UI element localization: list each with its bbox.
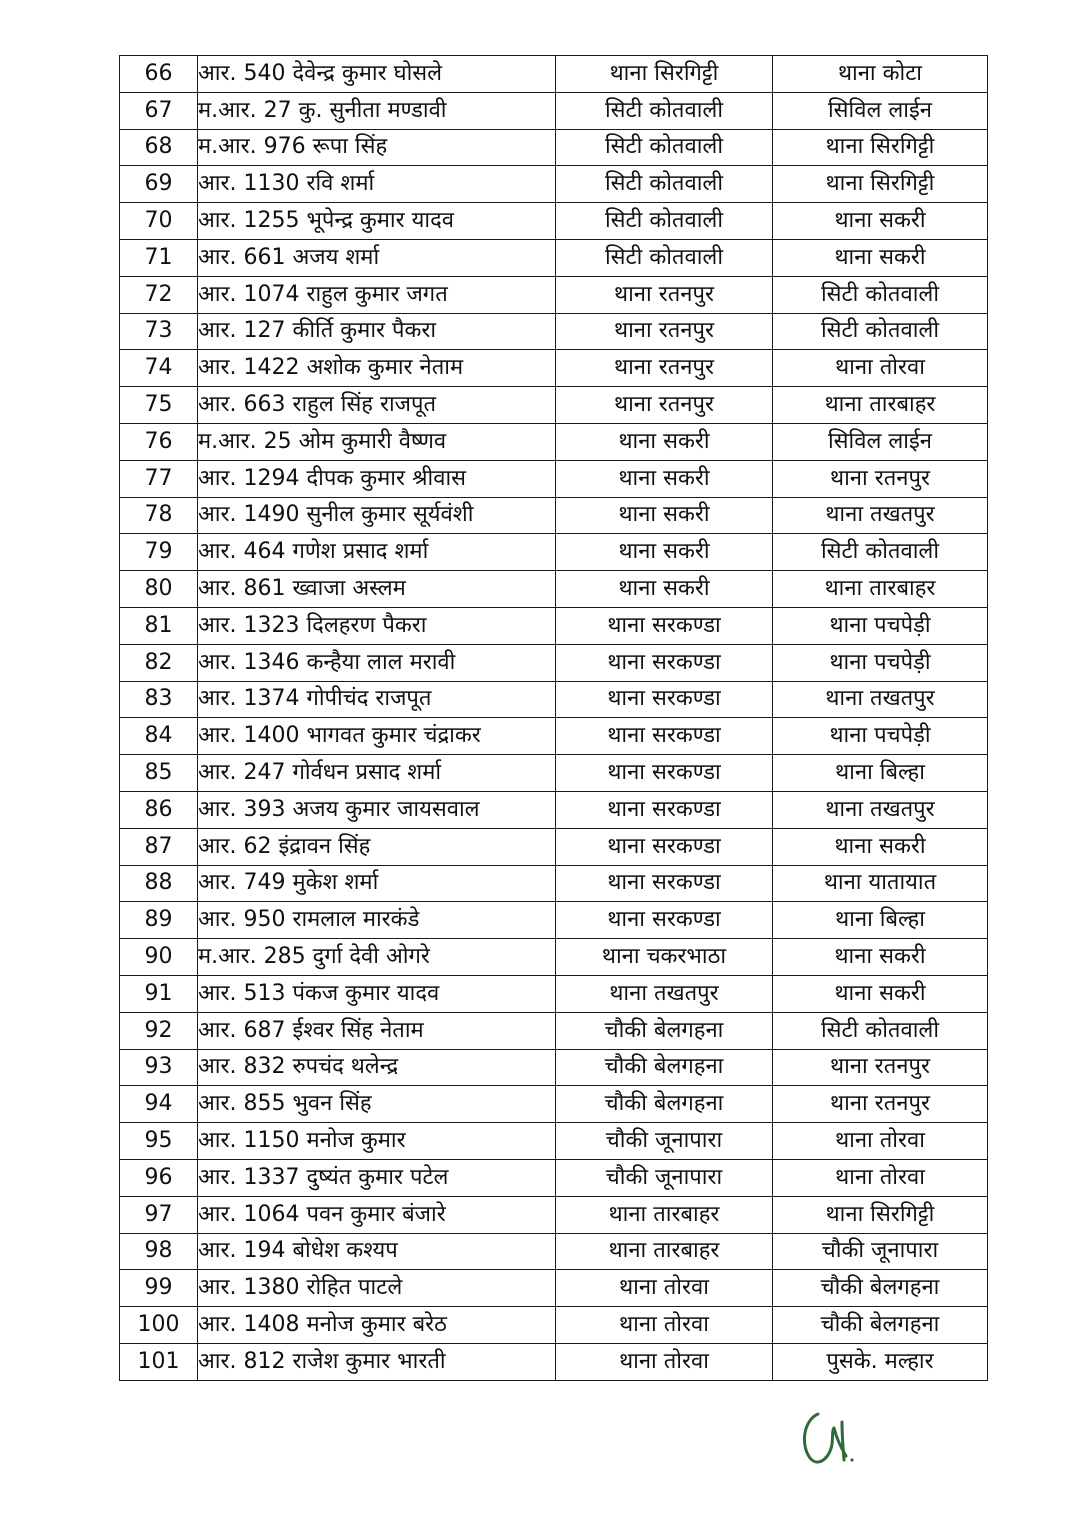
employee-name-cell: आर. 1294 दीपक कुमार श्रीवास (198, 460, 556, 497)
serial-number-cell: 68 (120, 129, 198, 166)
table-row (120, 1086, 988, 1123)
to-station-cell: सिविल लाईन (773, 423, 988, 460)
from-station-cell: थाना सरकण्डा (556, 865, 773, 902)
from-station-cell: सिटी कोतवाली (556, 129, 773, 166)
serial-number-cell: 74 (120, 350, 198, 387)
from-station-cell: चौकी जूनापारा (556, 1159, 773, 1196)
table-row (120, 1123, 988, 1160)
from-station-cell: थाना सरकण्डा (556, 718, 773, 755)
table-row (120, 203, 988, 240)
to-station-cell: सिटी कोतवाली (773, 276, 988, 313)
from-station-cell: थाना सकरी (556, 497, 773, 534)
serial-number-cell: 92 (120, 1012, 198, 1049)
serial-number-cell: 84 (120, 718, 198, 755)
to-station-cell: सिटी कोतवाली (773, 313, 988, 350)
serial-number-cell: 78 (120, 497, 198, 534)
serial-number-cell: 88 (120, 865, 198, 902)
employee-name-cell: आर. 1064 पवन कुमार बंजारे (198, 1196, 556, 1233)
table-row (120, 607, 988, 644)
to-station-cell: थाना तोरवा (773, 350, 988, 387)
from-station-cell: सिटी कोतवाली (556, 166, 773, 203)
to-station-cell: थाना यातायात (773, 865, 988, 902)
serial-number-cell: 69 (120, 166, 198, 203)
to-station-cell: थाना तारबाहर (773, 571, 988, 608)
to-station-cell: थाना सकरी (773, 939, 988, 976)
to-station-cell: सिटी कोतवाली (773, 534, 988, 571)
table-row (120, 1159, 988, 1196)
table-row (120, 423, 988, 460)
serial-number-cell: 79 (120, 534, 198, 571)
employee-name-cell: आर. 1337 दुष्यंत कुमार पटेल (198, 1159, 556, 1196)
serial-number-cell: 73 (120, 313, 198, 350)
employee-name-cell: आर. 1074 राहुल कुमार जगत (198, 276, 556, 313)
employee-name-cell: आर. 1422 अशोक कुमार नेताम (198, 350, 556, 387)
serial-number-cell: 97 (120, 1196, 198, 1233)
serial-number-cell: 85 (120, 755, 198, 792)
transfer-table-body (120, 56, 988, 1381)
from-station-cell: थाना सरकण्डा (556, 681, 773, 718)
from-station-cell: थाना रतनपुर (556, 276, 773, 313)
employee-name-cell: आर. 661 अजय शर्मा (198, 239, 556, 276)
employee-name-cell: म.आर. 25 ओम कुमारी वैष्णव (198, 423, 556, 460)
table-row (120, 939, 988, 976)
employee-name-cell: म.आर. 27 कु. सुनीता मण्डावी (198, 92, 556, 129)
to-station-cell: थाना पचपेड़ी (773, 607, 988, 644)
serial-number-cell: 83 (120, 681, 198, 718)
to-station-cell: थाना सकरी (773, 828, 988, 865)
to-station-cell: थाना तखतपुर (773, 791, 988, 828)
serial-number-cell: 90 (120, 939, 198, 976)
from-station-cell: थाना तोरवा (556, 1307, 773, 1344)
table-row (120, 975, 988, 1012)
serial-number-cell: 70 (120, 203, 198, 240)
table-row (120, 56, 988, 93)
employee-name-cell: आर. 247 गोर्वधन प्रसाद शर्मा (198, 755, 556, 792)
from-station-cell: थाना सकरी (556, 460, 773, 497)
serial-number-cell: 86 (120, 791, 198, 828)
table-row (120, 497, 988, 534)
employee-name-cell: आर. 513 पंकज कुमार यादव (198, 975, 556, 1012)
from-station-cell: थाना सकरी (556, 571, 773, 608)
employee-name-cell: आर. 464 गणेश प्रसाद शर्मा (198, 534, 556, 571)
to-station-cell: थाना बिल्हा (773, 902, 988, 939)
to-station-cell: चौकी बेलगहना (773, 1270, 988, 1307)
from-station-cell: चौकी बेलगहना (556, 1012, 773, 1049)
from-station-cell: थाना तारबाहर (556, 1196, 773, 1233)
to-station-cell: थाना तखतपुर (773, 681, 988, 718)
employee-name-cell: आर. 1400 भागवत कुमार चंद्राकर (198, 718, 556, 755)
to-station-cell: थाना बिल्हा (773, 755, 988, 792)
employee-name-cell: आर. 1380 रोहित पाटले (198, 1270, 556, 1307)
serial-number-cell: 67 (120, 92, 198, 129)
to-station-cell: सिटी कोतवाली (773, 1012, 988, 1049)
serial-number-cell: 87 (120, 828, 198, 865)
table-row (120, 350, 988, 387)
serial-number-cell: 94 (120, 1086, 198, 1123)
serial-number-cell: 100 (120, 1307, 198, 1344)
serial-number-cell: 99 (120, 1270, 198, 1307)
table-row (120, 1196, 988, 1233)
table-row (120, 1270, 988, 1307)
to-station-cell: थाना तारबाहर (773, 387, 988, 424)
employee-name-cell: आर. 127 कीर्ति कुमार पैकरा (198, 313, 556, 350)
serial-number-cell: 77 (120, 460, 198, 497)
to-station-cell: थाना सिरगिट्टी (773, 129, 988, 166)
serial-number-cell: 91 (120, 975, 198, 1012)
serial-number-cell: 66 (120, 56, 198, 93)
employee-name-cell: आर. 540 देवेन्द्र कुमार घोसले (198, 56, 556, 93)
serial-number-cell: 76 (120, 423, 198, 460)
serial-number-cell: 81 (120, 607, 198, 644)
employee-name-cell: आर. 950 रामलाल मारकंडे (198, 902, 556, 939)
table-row (120, 718, 988, 755)
transfer-table (119, 55, 988, 1381)
serial-number-cell: 75 (120, 387, 198, 424)
from-station-cell: सिटी कोतवाली (556, 92, 773, 129)
from-station-cell: थाना सरकण्डा (556, 791, 773, 828)
from-station-cell: चौकी बेलगहना (556, 1086, 773, 1123)
table-row (120, 828, 988, 865)
from-station-cell: थाना चकरभाठा (556, 939, 773, 976)
employee-name-cell: म.आर. 976 रूपा सिंह (198, 129, 556, 166)
serial-number-cell: 82 (120, 644, 198, 681)
to-station-cell: चौकी जूनापारा (773, 1233, 988, 1270)
serial-number-cell: 95 (120, 1123, 198, 1160)
table-row (120, 239, 988, 276)
employee-name-cell: आर. 663 राहुल सिंह राजपूत (198, 387, 556, 424)
table-row (120, 387, 988, 424)
employee-name-cell: म.आर. 285 दुर्गा देवी ओगरे (198, 939, 556, 976)
employee-name-cell: आर. 1374 गोपीचंद राजपूत (198, 681, 556, 718)
to-station-cell: थाना सिरगिट्टी (773, 166, 988, 203)
table-row (120, 1343, 988, 1380)
from-station-cell: थाना तारबाहर (556, 1233, 773, 1270)
employee-name-cell: आर. 1408 मनोज कुमार बरेठ (198, 1307, 556, 1344)
from-station-cell: थाना रतनपुर (556, 387, 773, 424)
signature-icon (796, 1400, 866, 1470)
from-station-cell: थाना रतनपुर (556, 313, 773, 350)
table-row (120, 534, 988, 571)
table-row (120, 313, 988, 350)
employee-name-cell: आर. 1346 कन्हैया लाल मरावी (198, 644, 556, 681)
employee-name-cell: आर. 1130 रवि शर्मा (198, 166, 556, 203)
table-row (120, 1233, 988, 1270)
from-station-cell: सिटी कोतवाली (556, 239, 773, 276)
to-station-cell: सिविल लाईन (773, 92, 988, 129)
employee-name-cell: आर. 861 ख्वाजा अस्लम (198, 571, 556, 608)
serial-number-cell: 72 (120, 276, 198, 313)
to-station-cell: थाना रतनपुर (773, 1049, 988, 1086)
to-station-cell: थाना पचपेड़ी (773, 718, 988, 755)
table-row (120, 460, 988, 497)
from-station-cell: थाना सरकण्डा (556, 607, 773, 644)
from-station-cell: थाना रतनपुर (556, 350, 773, 387)
to-station-cell: थाना तोरवा (773, 1123, 988, 1160)
serial-number-cell: 71 (120, 239, 198, 276)
table-row (120, 1049, 988, 1086)
from-station-cell: थाना सकरी (556, 423, 773, 460)
from-station-cell: सिटी कोतवाली (556, 203, 773, 240)
from-station-cell: थाना सिरगिट्टी (556, 56, 773, 93)
table-row (120, 791, 988, 828)
serial-number-cell: 96 (120, 1159, 198, 1196)
employee-name-cell: आर. 1150 मनोज कुमार (198, 1123, 556, 1160)
table-row (120, 276, 988, 313)
table-row (120, 865, 988, 902)
employee-name-cell: आर. 855 भुवन सिंह (198, 1086, 556, 1123)
employee-name-cell: आर. 749 मुकेश शर्मा (198, 865, 556, 902)
from-station-cell: चौकी जूनापारा (556, 1123, 773, 1160)
from-station-cell: थाना सरकण्डा (556, 755, 773, 792)
to-station-cell: थाना सकरी (773, 975, 988, 1012)
employee-name-cell: आर. 1490 सुनील कुमार सूर्यवंशी (198, 497, 556, 534)
table-row (120, 129, 988, 166)
from-station-cell: थाना सरकण्डा (556, 902, 773, 939)
from-station-cell: थाना सकरी (556, 534, 773, 571)
to-station-cell: थाना तोरवा (773, 1159, 988, 1196)
to-station-cell: चौकी बेलगहना (773, 1307, 988, 1344)
employee-name-cell: आर. 687 ईश्वर सिंह नेताम (198, 1012, 556, 1049)
to-station-cell: थाना सकरी (773, 239, 988, 276)
from-station-cell: थाना तोरवा (556, 1270, 773, 1307)
from-station-cell: चौकी बेलगहना (556, 1049, 773, 1086)
employee-name-cell: आर. 812 राजेश कुमार भारती (198, 1343, 556, 1380)
to-station-cell: थाना सिरगिट्टी (773, 1196, 988, 1233)
from-station-cell: थाना सरकण्डा (556, 828, 773, 865)
serial-number-cell: 89 (120, 902, 198, 939)
employee-name-cell: आर. 194 बोधेश कश्यप (198, 1233, 556, 1270)
to-station-cell: थाना तखतपुर (773, 497, 988, 534)
serial-number-cell: 93 (120, 1049, 198, 1086)
employee-name-cell: आर. 1255 भूपेन्द्र कुमार यादव (198, 203, 556, 240)
from-station-cell: थाना सरकण्डा (556, 644, 773, 681)
to-station-cell: थाना रतनपुर (773, 1086, 988, 1123)
transfer-list-sheet (119, 55, 987, 1381)
table-row (120, 571, 988, 608)
serial-number-cell: 98 (120, 1233, 198, 1270)
employee-name-cell: आर. 832 रुपचंद थलेन्द्र (198, 1049, 556, 1086)
from-station-cell: थाना तखतपुर (556, 975, 773, 1012)
to-station-cell: थाना रतनपुर (773, 460, 988, 497)
employee-name-cell: आर. 393 अजय कुमार जायसवाल (198, 791, 556, 828)
table-row (120, 681, 988, 718)
table-row (120, 902, 988, 939)
table-row (120, 166, 988, 203)
to-station-cell: थाना पचपेड़ी (773, 644, 988, 681)
employee-name-cell: आर. 62 इंद्रावन सिंह (198, 828, 556, 865)
serial-number-cell: 101 (120, 1343, 198, 1380)
from-station-cell: थाना तोरवा (556, 1343, 773, 1380)
serial-number-cell: 80 (120, 571, 198, 608)
table-row (120, 1307, 988, 1344)
to-station-cell: थाना कोटा (773, 56, 988, 93)
table-row (120, 644, 988, 681)
to-station-cell: पुसके. मल्हार (773, 1343, 988, 1380)
employee-name-cell: आर. 1323 दिलहरण पैकरा (198, 607, 556, 644)
table-row (120, 92, 988, 129)
table-row (120, 1012, 988, 1049)
to-station-cell: थाना सकरी (773, 203, 988, 240)
table-row (120, 755, 988, 792)
